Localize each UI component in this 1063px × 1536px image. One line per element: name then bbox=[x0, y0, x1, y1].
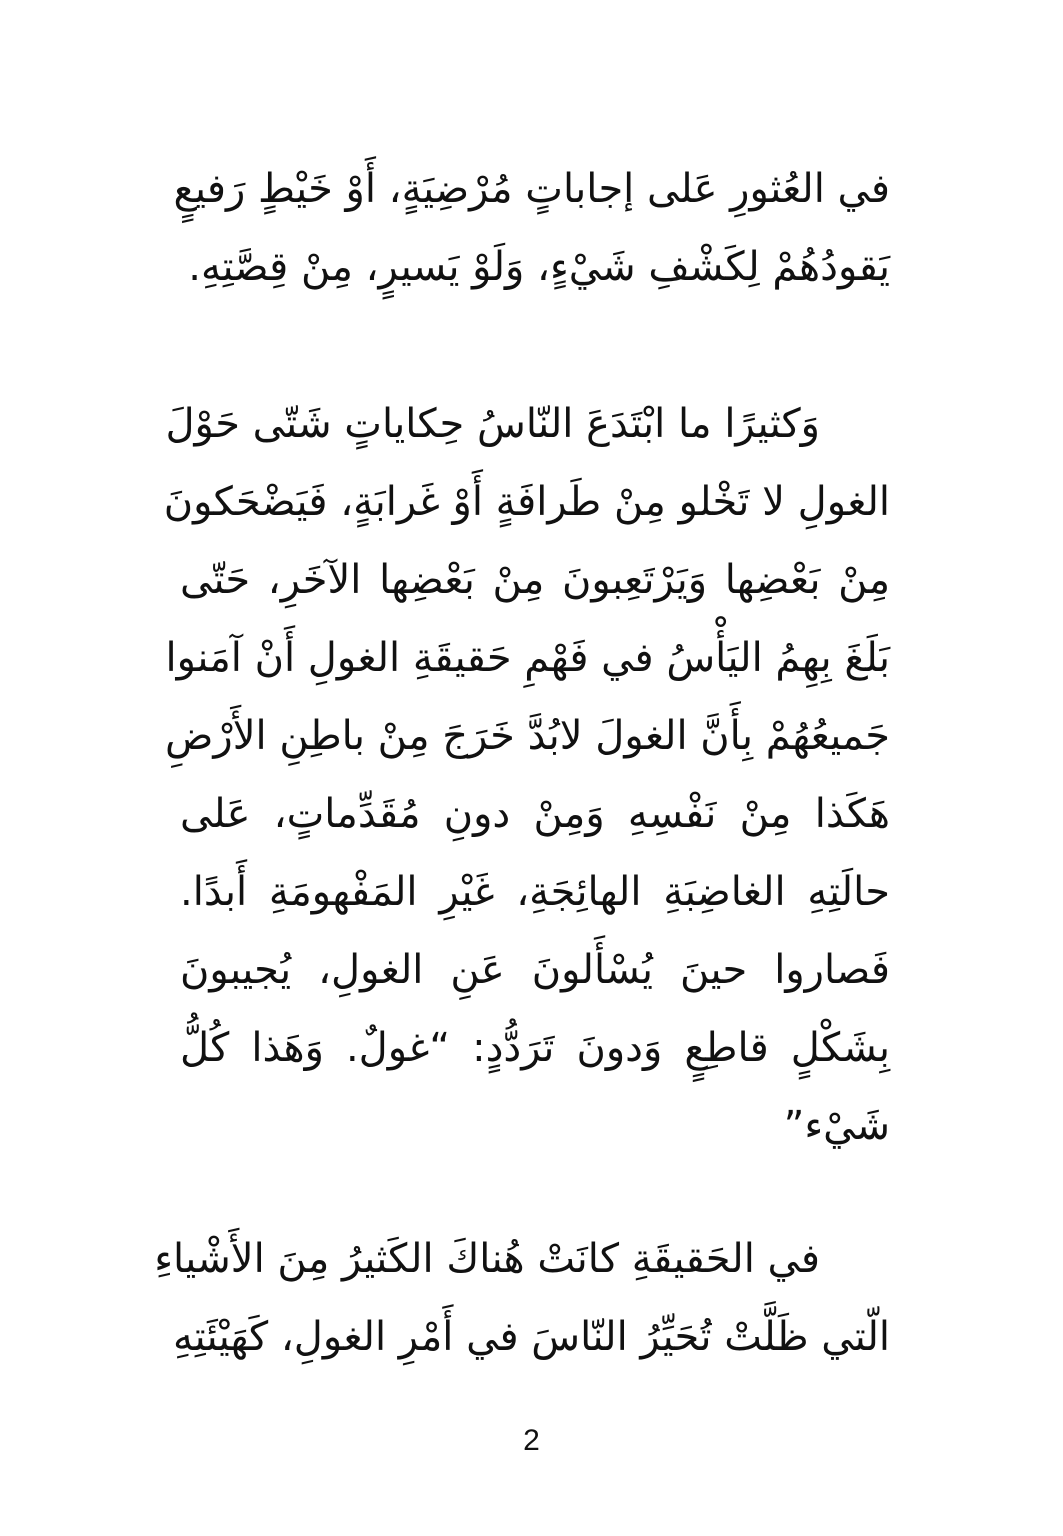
text-line: فَصاروا حينَ يُسْأَلونَ عَنِ الغولِ، يُجيبونَ bbox=[180, 947, 890, 993]
paragraph-1 bbox=[173, 150, 890, 306]
text-line: جَميعُهُمْ بِأَنَّ الغولَ لابُدَّ خَرَجَ مِنْ باطِنِ الأَرْضِ bbox=[165, 713, 890, 759]
paragraph-3 bbox=[154, 1220, 890, 1376]
paragraph-2 bbox=[163, 385, 890, 1165]
text-line: وَكثيرًا ما ابْتَدَعَ النّاسُ حِكاياتٍ شَتّى حَوْلَ bbox=[165, 401, 820, 447]
text-line: في العُثورِ عَلى إجاباتٍ مُرْضِيَةٍ، أَوْ خَيْطٍ رَفيعٍ bbox=[173, 166, 890, 212]
page-number: 2 bbox=[523, 1424, 540, 1457]
text-line: في الحَقيقَةِ كانَتْ هُناكَ الكَثيرُ مِنَ الأَشْياءِ bbox=[154, 1236, 820, 1282]
text-line: مِنْ بَعْضِها وَيَرْتَعِبونَ مِنْ بَعْضِها الآخَرِ، حَتّى bbox=[180, 557, 890, 603]
text-line: الّتي ظَلَّتْ تُحَيِّرُ النّاسَ في أَمْرِ الغولِ، كَهَيْئَتِهِ bbox=[173, 1314, 890, 1360]
text-line: حالَتِهِ الغاضِبَةِ الهائِجَةِ، غَيْرِ المَفْهومَةِ أَبدًا. bbox=[180, 869, 890, 915]
text-line: يَقودُهُمْ لِكَشْفِ شَيْءٍ، وَلَوْ يَسيرٍ، مِنْ قِصَّتِهِ. bbox=[188, 244, 890, 290]
text-line: هَكَذا مِنْ نَفْسِهِ وَمِنْ دونِ مُقَدِّماتٍ، عَلى bbox=[180, 791, 890, 837]
text-line: بِشَكْلٍ قاطِعٍ وَدونَ تَرَدُّدٍ: “غولٌ. وَهَذا كُلُّ bbox=[180, 1025, 890, 1071]
text-line: شَيْء” bbox=[783, 1103, 890, 1149]
text-line: بَلَغَ بِهِمُ اليَأْسُ في فَهْمِ حَقيقَةِ الغولِ أَنْ آمَنوا bbox=[165, 635, 890, 681]
text-line: الغولِ لا تَخْلو مِنْ طَرافَةٍ أَوْ غَرابَةٍ، فَيَضْحَكونَ bbox=[163, 479, 890, 525]
